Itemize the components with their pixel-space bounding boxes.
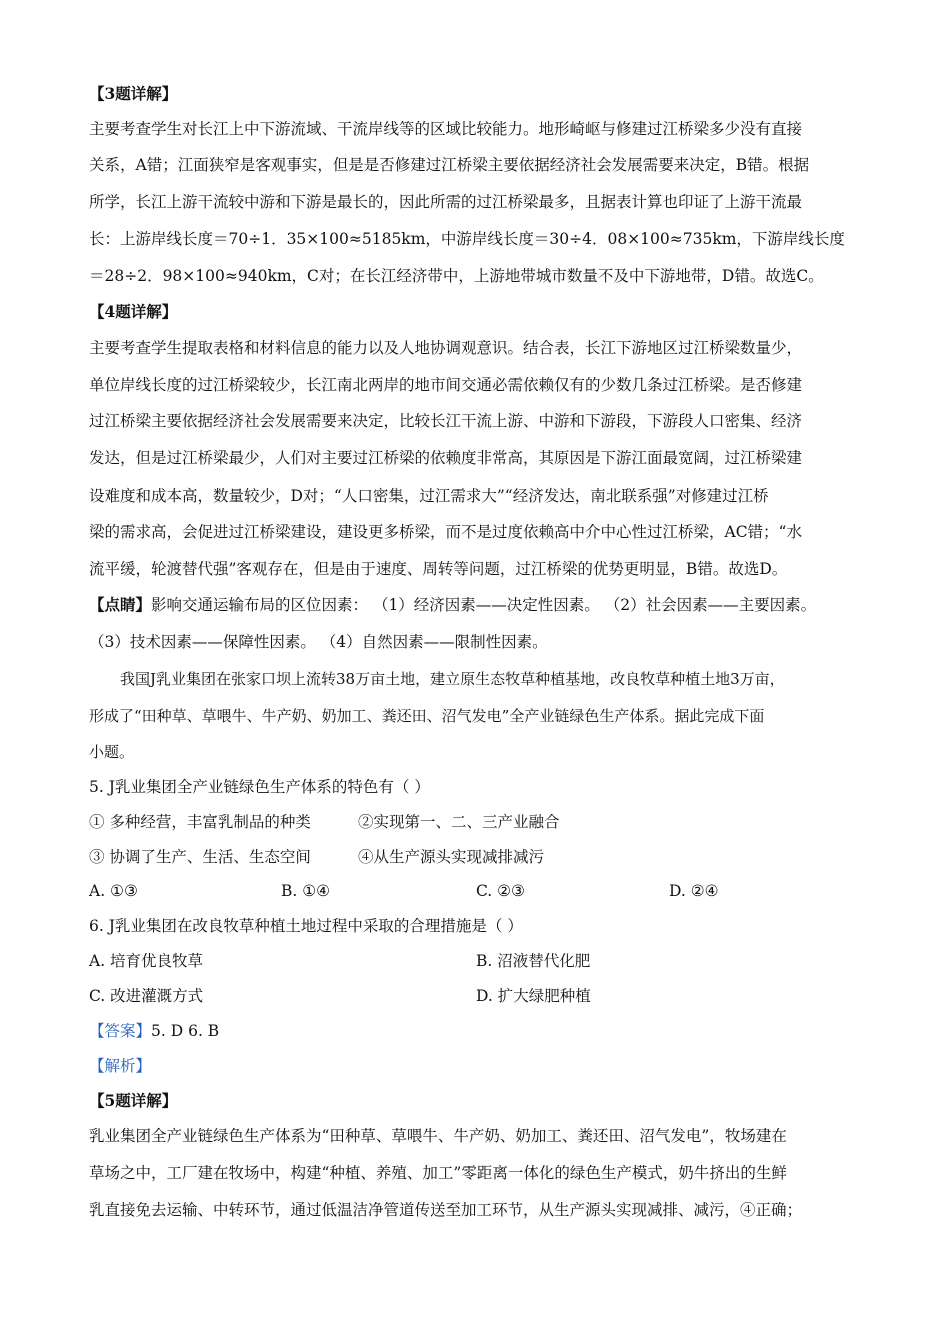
q6-option-c: C. 改进灌溉方式 xyxy=(89,987,204,1005)
q6-option-b: B. 沼液替代化肥 xyxy=(476,952,591,970)
tip-line-1 xyxy=(89,595,816,615)
q4-line-4: 发达，但是过江桥梁最少，人们对主要过江桥梁的依赖度非常高，其原因是下游江面最宽阔，过江桥梁建 xyxy=(89,449,803,467)
q5-statement-3: ③ 协调了生产、生活、生态空间 xyxy=(89,848,311,866)
q4-heading: 【4题详解】 xyxy=(89,302,178,321)
q5-option-d: D. ②④ xyxy=(669,882,719,900)
q4-line-7: 流平缓，轮渡替代强”客观存在，但是由于速度、周转等问题，过江桥梁的优势更明显，B错。故选D。 xyxy=(89,560,788,578)
material-line-3: 小题。 xyxy=(89,743,135,761)
answer-label: 【答案】 xyxy=(89,1022,152,1040)
q3-line-1: 主要考查学生对长江上中下游流域、干流岸线等的区域比较能力。地形崎岖与修建过江桥梁多少没有直接 xyxy=(89,120,803,138)
material-line-1: 我国J乳业集团在张家口坝上流转38万亩土地，建立原生态牧草种植基地，改良牧草种植土地3万亩， xyxy=(120,670,785,688)
q4-line-1: 主要考查学生提取表格和材料信息的能力以及人地协调观意识。结合表，长江下游地区过江桥梁数量少， xyxy=(89,339,803,357)
q4-line-2: 单位岸线长度的过江桥梁较少，长江南北两岸的地市间交通必需依赖仅有的少数几条过江桥梁。是否修建 xyxy=(89,376,803,394)
q6-stem: 6. J乳业集团在改良牧草种植土地过程中采取的合理措施是（ ） xyxy=(89,917,523,935)
tip-text-1: 影响交通运输布局的区位因素： （1）经济因素——决定性因素。 （2）社会因素——主要因素。 xyxy=(151,596,817,614)
q3-line-3: 所学，长江上游干流较中游和下游是最长的，因此所需的过江桥梁最多，且据表计算也印证了上游干流最 xyxy=(89,193,803,211)
q4-line-3: 过江桥梁主要依据经济社会发展需要来决定，比较长江干流上游、中游和下游段，下游段人口密集、经济 xyxy=(89,412,803,430)
q6-option-a: A. 培育优良牧草 xyxy=(89,952,204,970)
q5-statement-1: ① 多种经营，丰富乳制品的种类 xyxy=(89,813,311,831)
q5-option-b: B. ①④ xyxy=(281,882,331,900)
tip-line-2: （3）技术因素——保障性因素。 （4）自然因素——限制性因素。 xyxy=(89,633,548,651)
q5detail-line-3: 乳直接免去运输、中转环节，通过低温洁净管道传送至加工环节，从生产源头实现减排、减污，④正确； xyxy=(89,1201,803,1219)
q5-option-a: A. ①③ xyxy=(89,882,138,900)
q5detail-heading: 【5题详解】 xyxy=(89,1091,178,1110)
q5-option-c: C. ②③ xyxy=(476,882,525,900)
answer-text: 5. D 6. B xyxy=(151,1022,220,1040)
q6-option-d: D. 扩大绿肥种植 xyxy=(476,987,591,1005)
q3-heading: 【3题详解】 xyxy=(89,84,178,103)
q5-statement-4: ④从生产源头实现减排减污 xyxy=(358,848,545,866)
answer-line xyxy=(89,1021,219,1041)
analysis-label: 【解析】 xyxy=(89,1057,152,1075)
material-line-2: 形成了“田种草、草喂牛、牛产奶、奶加工、粪还田、沼气发电”全产业链绿色生产体系。据此完成下面 xyxy=(89,707,765,725)
q5-statement-2: ②实现第一、二、三产业融合 xyxy=(358,813,560,831)
q5detail-line-1: 乳业集团全产业链绿色生产体系为“田种草、草喂牛、牛产奶、奶加工、粪还田、沼气发电”，牧场建在 xyxy=(89,1127,787,1145)
q3-line-2: 关系，A错；江面狭窄是客观事实，但是是否修建过江桥梁主要依据经济社会发展需要来决定，B错。根据 xyxy=(89,156,810,174)
q3-line-4: 长：上游岸线长度＝70÷1．35×100≈5185km，中游岸线长度＝30÷4．08×100≈735km，下游岸线长度 xyxy=(89,230,845,248)
q3-line-5: ＝28÷2．98×100≈940km，C对；在长江经济带中，上游地带城市数量不及中下游地带，D错。故选C。 xyxy=(89,267,824,285)
q4-line-5: 设难度和成本高，数量较少，D对；“人口密集，过江需求大”“经济发达，南北联系强”对修建过江桥 xyxy=(89,487,769,505)
q4-line-6: 梁的需求高，会促进过江桥梁建设，建设更多桥梁，而不是过度依赖高中介中心性过江桥梁，AC错；“水 xyxy=(89,523,802,541)
q5-stem: 5. J乳业集团全产业链绿色生产体系的特色有（ ） xyxy=(89,778,430,796)
tip-label: 【点睛】 xyxy=(89,595,152,614)
q5detail-line-2: 草场之中，工厂建在牧场中，构建“种植、养殖、加工”零距离一体化的绿色生产模式，奶牛挤出的生鲜 xyxy=(89,1164,787,1182)
